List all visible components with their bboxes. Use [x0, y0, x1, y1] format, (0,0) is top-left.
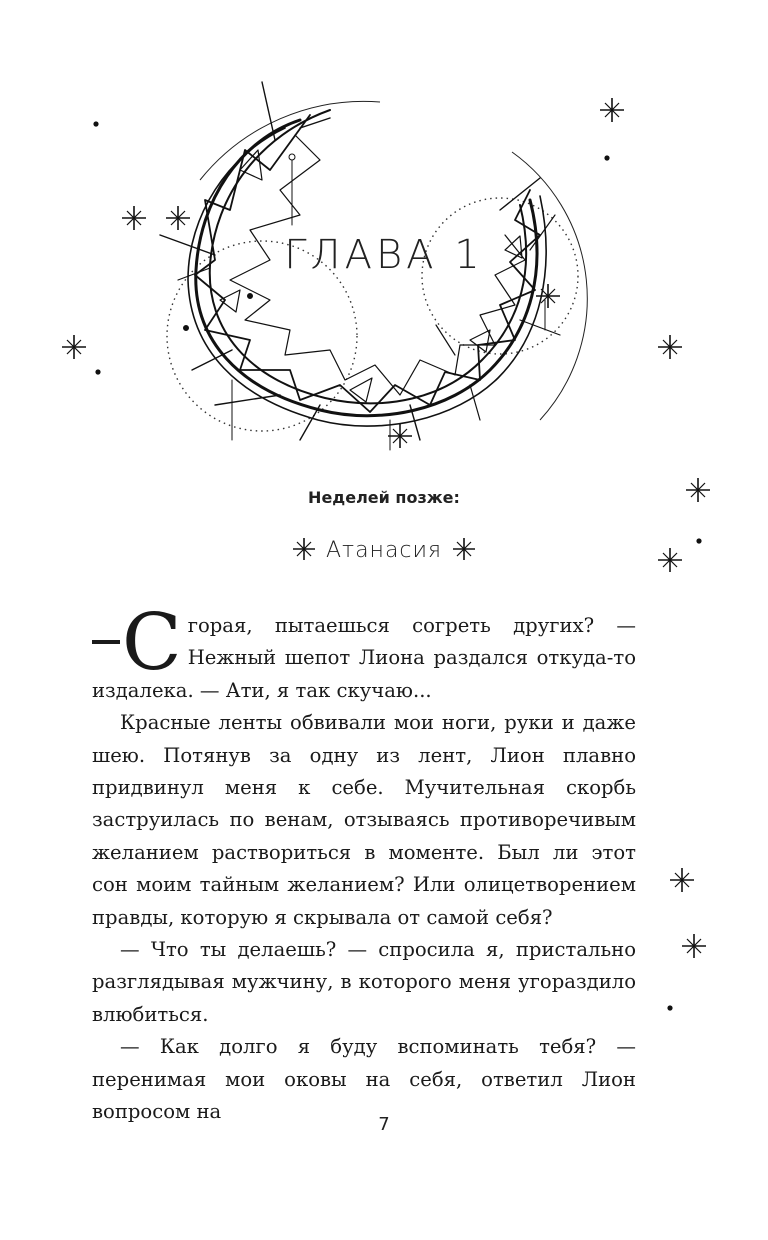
- page-number: 7: [378, 1114, 390, 1135]
- sparkle-star-icon: [600, 98, 624, 122]
- sparkle-star-icon: [452, 537, 476, 561]
- sparkle-star-icon: [166, 206, 190, 230]
- pov-heading: [0, 537, 768, 563]
- sparkle-star-icon: [122, 206, 146, 230]
- pov-name: Атанасия: [325, 538, 443, 563]
- sparkle-star-icon: [62, 335, 86, 359]
- paragraph: — Что ты делаешь? — спросила я, пристально разглядывая мужчину, в которого меня угораздило влюбиться.: [92, 938, 636, 1026]
- dropcap-letter: С: [122, 598, 182, 688]
- sparkle-star-icon: [658, 335, 682, 359]
- body-text: [92, 598, 636, 1129]
- sparkle-star-icon: [682, 934, 706, 958]
- dropcap-dash: [92, 640, 120, 644]
- opening-text: горая, пытаешься согреть других? — Нежный шепот Лиона раздался откуда-то издалека. — Ати, я так скучаю...: [92, 614, 636, 702]
- paragraph: — Как долго я буду вспоминать тебя? — перенимая мои оковы на себя, ответил Лион вопросом на: [92, 1035, 636, 1124]
- chapter-title: ГЛАВА 1: [284, 232, 484, 278]
- sparkle-star-icon: [292, 537, 316, 561]
- subtitle: Неделей позже:: [308, 488, 460, 507]
- sparkle-star-icon: [388, 424, 412, 448]
- sparkle-star-icon: [670, 868, 694, 892]
- paragraph-opening: [92, 598, 636, 707]
- paragraph: Красные ленты обвивали мои ноги, руки и даже шею. Потянув за одну из лент, Лион плавно придвинул меня к себе. Мучительная скорбь заструилась по венам, отзываясь противоречивым желанием раствориться в моменте. Был ли этот сон моим тайным желанием? Или олицетворением правды, которую я скрывала от самой себя?: [92, 711, 636, 929]
